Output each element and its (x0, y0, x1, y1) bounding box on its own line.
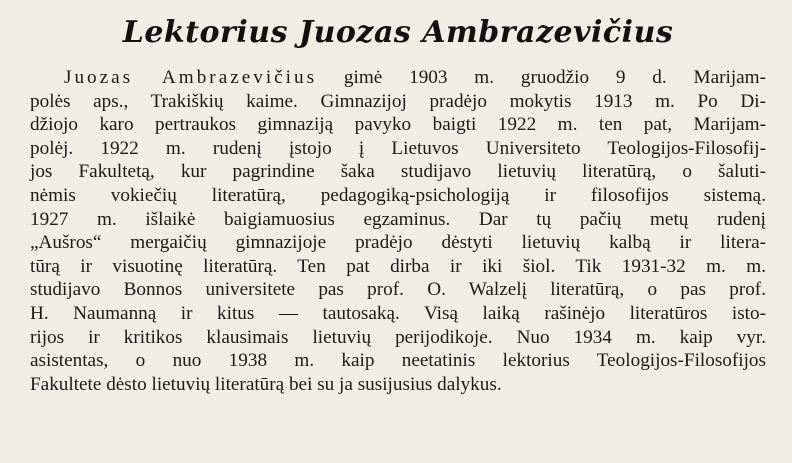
paragraph-line: Juozas Ambrazevičius gimė 1903 m. gruodžio 9 d. Marijam- (64, 67, 766, 88)
spaced-name: Juozas Ambrazevičius (64, 67, 318, 88)
biography-paragraph (30, 66, 766, 396)
paragraph-line: H. Naumanną ir kitus — tautosaką. Visą laiką rašinėjo literatūros isto- (30, 302, 766, 324)
paragraph-line: „Aušros“ mergaičių gimnazijoje pradėjo dėstyti lietuvių kalbą ir litera- (30, 232, 766, 254)
paragraph-line: jos Fakultetą, kur pagrindine šaka studijavo lietuvių literatūrą, o šaluti- (30, 161, 766, 183)
paragraph-line: asistentas, o nuo 1938 m. kaip neetatinis lektorius Teologijos-Filosofijos (30, 350, 766, 372)
paragraph-line: tūrą ir visuotinę literatūrą. Ten pat dirba ir iki šiol. Tik 1931-32 m. m. (30, 255, 766, 277)
paragraph-line: studijavo Bonnos universitete pas prof. O. Walzelį literatūrą, o pas prof. (30, 279, 766, 301)
paragraph-line: rijos ir kritikos klausimais lietuvių perijodikoje. Nuo 1934 m. kaip vyr. (30, 326, 766, 348)
paragraph-line: nėmis vokiečių literatūrą, pedagogiką-psichologiją ir filosofijos sistemą. (30, 184, 766, 206)
article-title: Lektorius Juozas Ambrazevičius (122, 15, 674, 50)
paragraph-line: polėj. 1922 m. rudenį įstojo į Lietuvos Universiteto Teologijos-Filosofij- (30, 137, 766, 159)
paragraph-line: Fakultete dėsto lietuvių literatūrą bei su ja susijusius dalykus. (30, 373, 502, 395)
paragraph-line: polės aps., Trakiškių kaime. Gimnazijoj pradėjo mokytis 1913 m. Po Di- (30, 90, 766, 112)
paragraph-line: džiojo karo pertraukos gimnaziją pavyko baigti 1922 m. ten pat, Marijam- (30, 114, 766, 136)
paragraph-line: 1927 m. išlaikė baigiamuosius egzaminus. Dar tų pačių metų rudenį (30, 208, 766, 230)
